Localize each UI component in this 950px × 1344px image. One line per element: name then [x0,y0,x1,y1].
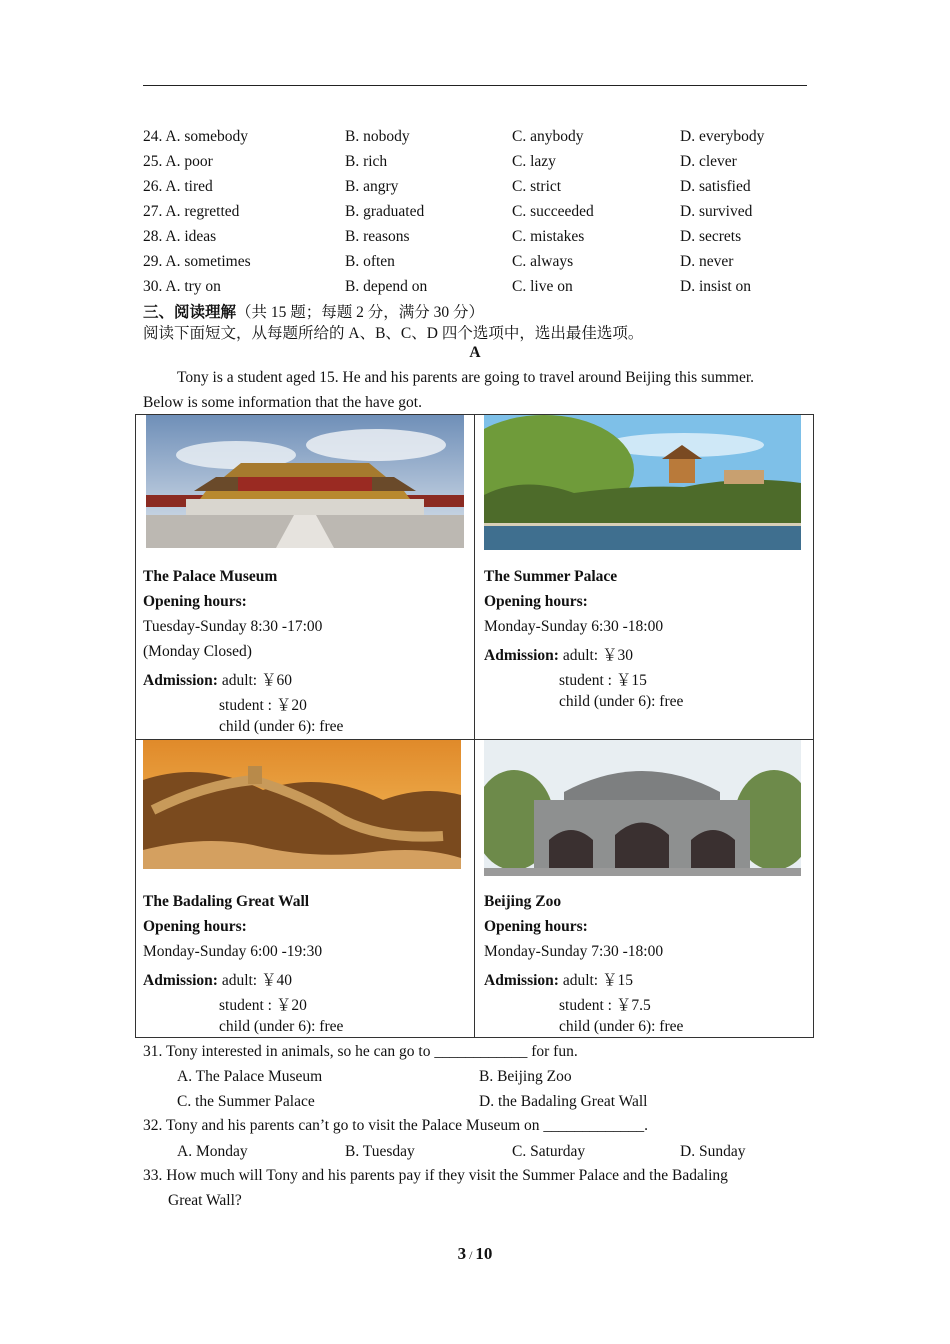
hours-value: Monday-Sunday 7:30 -18:00 [484,943,664,960]
section-note: （共 15 题；每题 2 分，满分 30 分） [236,304,485,321]
q31-option-d: D. the Badaling Great Wall [479,1093,648,1110]
child-price: child (under 6): free [219,1018,344,1035]
q31-option-b: B. Beijing Zoo [479,1068,572,1085]
option-d: D. secrets [680,228,742,245]
adult-price: adult: ￥40 [217,972,292,989]
option-d: D. everybody [680,128,765,145]
hours-label: Opening hours: [143,918,247,935]
hours-label: Opening hours: [484,593,588,610]
student-price: student : ￥20 [219,997,307,1014]
current-page: 3 [457,1244,467,1263]
option-d: D. never [680,253,734,270]
option-d: D. survived [680,203,753,220]
option-a: 24. A. somebody [143,128,249,145]
admission-label: Admission: [484,647,559,664]
summer-palace-info [484,568,814,738]
option-d: D. satisfied [680,178,751,195]
option-b: B. often [345,253,395,270]
option-c: C. succeeded [512,203,594,220]
hours-label: Opening hours: [484,918,588,935]
closed-note: (Monday Closed) [143,643,252,660]
option-b: B. nobody [345,128,410,145]
intro-line-2: Below is some information that the have got. [143,394,422,411]
question-33-line-2: Great Wall? [168,1192,242,1209]
hours-value: Monday-Sunday 6:00 -19:30 [143,943,323,960]
option-a: 28. A. ideas [143,228,217,245]
total-pages: 10 [475,1244,493,1263]
child-price: child (under 6): free [559,693,684,710]
hours-value: Tuesday-Sunday 8:30 -17:00 [143,618,323,635]
place-name: The Badaling Great Wall [143,893,310,910]
section-instruction: 阅读下面短文，从每题所给的 A、B、C、D 四个选项中，选出最佳选项。 [143,325,644,342]
q31-option-c: C. the Summer Palace [177,1093,315,1110]
beijing-zoo-image [484,740,801,876]
table-divider-vertical [474,414,475,1038]
student-price: student : ￥20 [219,697,307,714]
option-row-27 [143,203,807,225]
page-number [0,1244,950,1264]
q32-option-c: C. Saturday [512,1143,586,1160]
adult-price: adult: ￥30 [558,647,633,664]
admission-label: Admission: [484,972,559,989]
adult-price: adult: ￥60 [217,672,292,689]
admission-line [484,643,633,665]
great-wall-image [143,740,461,869]
option-a: 27. A. regretted [143,203,240,220]
question-32: 32. Tony and his parents can’t go to visit the Palace Museum on _____________. [143,1117,649,1134]
q32-option-b: B. Tuesday [345,1143,415,1160]
option-b: B. depend on [345,278,428,295]
place-name: The Palace Museum [143,568,278,585]
hours-label: Opening hours: [143,593,247,610]
option-a: 26. A. tired [143,178,213,195]
option-c: C. lazy [512,153,556,170]
section-title: 三、阅读理解 [143,304,237,321]
student-price: student : ￥7.5 [559,997,651,1014]
great-wall-info [143,893,473,1038]
palace-museum-image [146,415,464,548]
place-name: Beijing Zoo [484,893,562,910]
option-b: B. graduated [345,203,425,220]
student-price: student : ￥15 [559,672,647,689]
option-b: B. angry [345,178,399,195]
place-name: The Summer Palace [484,568,618,585]
adult-price: adult: ￥15 [558,972,633,989]
option-b: B. rich [345,153,388,170]
admission-line [143,668,292,690]
option-c: C. strict [512,178,562,195]
option-row-25 [143,153,807,175]
option-c: C. anybody [512,128,584,145]
option-row-24 [143,128,807,150]
admission-label: Admission: [143,972,218,989]
option-a: 29. A. sometimes [143,253,251,270]
beijing-zoo-info [484,893,814,1038]
option-d: D. clever [680,153,737,170]
option-row-30 [143,278,807,300]
option-c: C. live on [512,278,573,295]
admission-line [143,968,292,990]
page-separator: / [466,1248,476,1262]
passage-label: A [469,344,481,361]
option-d: D. insist on [680,278,752,295]
option-row-29 [143,253,807,275]
option-a: 25. A. poor [143,153,213,170]
option-c: C. mistakes [512,228,585,245]
q31-option-a: A. The Palace Museum [177,1068,323,1085]
question-31: 31. Tony interested in animals, so he can go to ____________ for fun. [143,1043,578,1060]
option-c: C. always [512,253,574,270]
q32-option-a: A. Monday [177,1143,248,1160]
palace-museum-info [143,568,473,738]
header-rule [143,85,807,86]
child-price: child (under 6): free [219,718,344,735]
option-a: 30. A. try on [143,278,221,295]
child-price: child (under 6): free [559,1018,684,1035]
q32-option-d: D. Sunday [680,1143,746,1160]
option-row-28 [143,228,807,250]
question-33-line-1: 33. How much will Tony and his parents pay if they visit the Summer Palace and the Badaling [143,1167,728,1184]
option-b: B. reasons [345,228,410,245]
summer-palace-image [484,415,801,550]
section-heading [143,300,484,322]
admission-line [484,968,633,990]
intro-line-1: Tony is a student aged 15. He and his parents are going to travel around Beijing this summer. [177,369,755,386]
option-row-26 [143,178,807,200]
admission-label: Admission: [143,672,218,689]
hours-value: Monday-Sunday 6:30 -18:00 [484,618,664,635]
